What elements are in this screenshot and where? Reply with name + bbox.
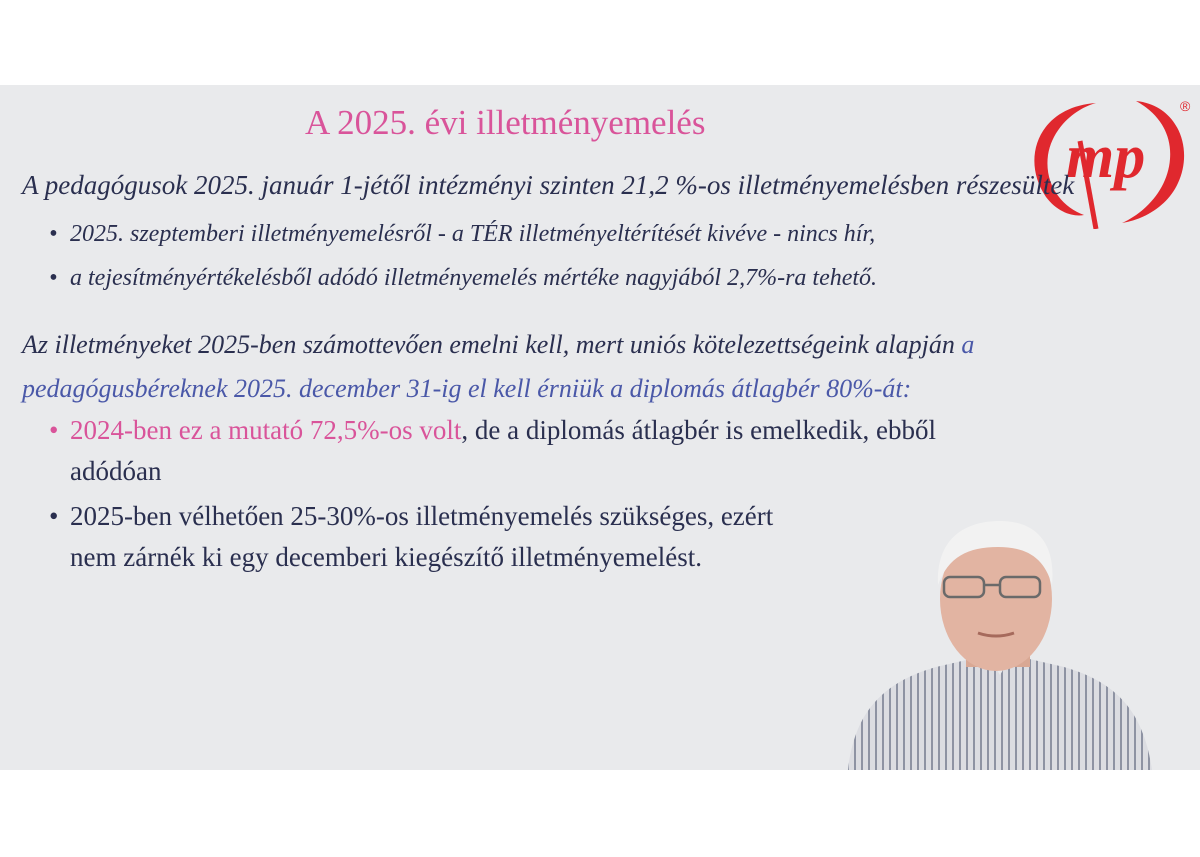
slide-title: A 2025. évi illetményemelés bbox=[305, 103, 706, 142]
list-item bbox=[22, 496, 936, 578]
paragraph-highlight: pedagógusbéreknek 2025. december 31-ig el kell érniük a diplomás átlagbér 80%-át: bbox=[22, 374, 912, 403]
paragraph-text: Az illetményeket 2025-ben számottevően emelni kell, mert uniós kötelezettségeink alapján bbox=[22, 330, 962, 359]
intro-paragraph: A pedagógusok 2025. január 1-jétől intézményi szinten 21,2 %-os illetményemelésben részesültek bbox=[22, 170, 1075, 200]
bullet-icon: • bbox=[49, 221, 58, 247]
mp-logo bbox=[1018, 89, 1200, 229]
logo-registered-mark: ® bbox=[1180, 98, 1191, 114]
bullet-list-1 bbox=[22, 217, 877, 305]
list-item bbox=[22, 217, 877, 261]
speaker-shirt bbox=[848, 655, 1152, 770]
list-item-text: 2025-ben vélhetően 25-30%-os illetményemelés szükséges, ezért bbox=[70, 501, 774, 531]
bullet-icon: • bbox=[49, 265, 58, 291]
list-item-highlight: 2024-ben ez a mutató 72,5%-os volt bbox=[70, 415, 462, 445]
list-item-text: adódóan bbox=[70, 456, 162, 486]
list-item bbox=[22, 410, 936, 492]
speaker-video-overlay bbox=[840, 515, 1160, 770]
list-item bbox=[22, 261, 877, 305]
presentation-slide bbox=[0, 85, 1200, 770]
list-item-text: nem zárnék ki egy decemberi kiegészítő illetményemelést. bbox=[70, 542, 702, 572]
bullet-icon: • bbox=[49, 415, 59, 445]
logo-text: mp bbox=[1066, 123, 1146, 191]
list-item-text: a tejesítményértékelésből adódó illetményemelés mértéke nagyjából 2,7%-ra tehető. bbox=[70, 265, 878, 291]
list-item-text: , de a diplomás átlagbér is emelkedik, ebből bbox=[461, 415, 937, 445]
bullet-list-2 bbox=[22, 410, 936, 582]
list-item-text: 2025. szeptemberi illetményemelésről - a TÉR illetményeltérítését kivéve - nincs hír, bbox=[70, 221, 876, 247]
paragraph-highlight: a bbox=[961, 330, 975, 359]
eu-obligation-paragraph bbox=[22, 323, 974, 411]
bullet-icon: • bbox=[49, 501, 59, 531]
